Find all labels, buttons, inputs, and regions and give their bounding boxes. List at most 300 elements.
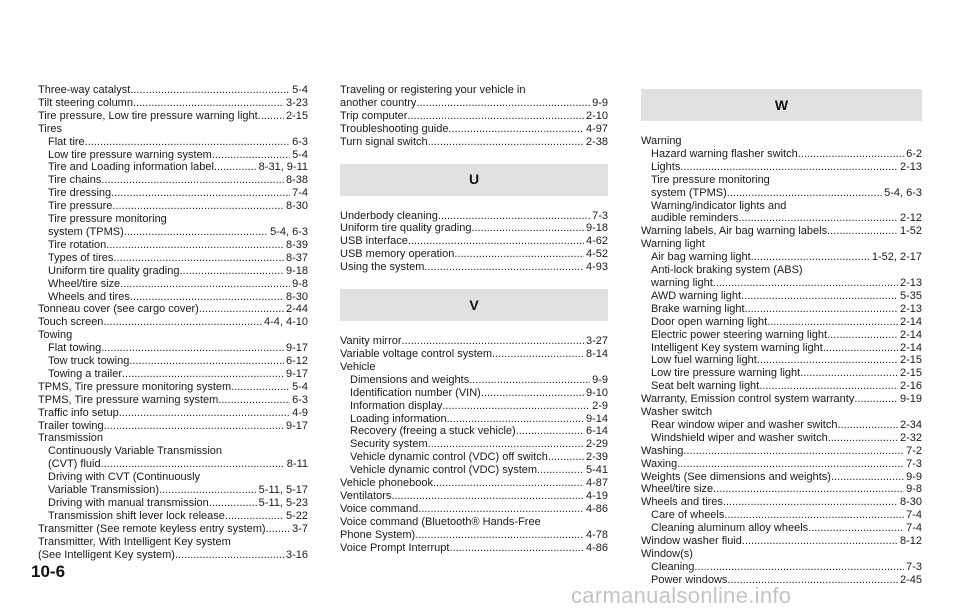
index-entry-page: 1-52, 2-17	[871, 251, 922, 264]
index-entry	[641, 290, 922, 303]
index-entry	[340, 348, 608, 361]
index-entry-label: Cleaning aluminum alloy wheels	[651, 522, 809, 535]
index-entry	[641, 458, 922, 471]
index-entry-page: 9-10	[585, 386, 608, 399]
index-entry-label: Voice command	[340, 502, 419, 515]
index-entry-page: 4-62	[585, 235, 608, 248]
index-entry	[38, 316, 308, 329]
index-entry-page: 5-11, 5-23	[258, 497, 308, 509]
index-entry-label: Cleaning	[651, 560, 695, 573]
index-entry	[340, 425, 608, 438]
index-entry-label: Wheels and tires	[48, 290, 130, 303]
index-entry-page: 2-45	[899, 573, 922, 586]
index-entry	[641, 316, 922, 329]
index-entry	[641, 419, 922, 432]
index-entry-label: Driving with CVT (Continuously	[48, 471, 201, 484]
index-entry	[340, 361, 608, 374]
index-entry-label: Low fuel warning light	[651, 354, 757, 367]
index-entry	[641, 225, 922, 238]
leader-dots	[492, 348, 584, 361]
index-entry-page: 2-16	[899, 380, 922, 393]
index-entry-label: Warning/indicator lights and	[651, 199, 787, 212]
index-entry	[38, 200, 308, 213]
index-entry	[38, 458, 308, 471]
leader-dots	[214, 161, 257, 174]
index-entry-label: Underbody cleaning	[340, 209, 438, 222]
index-entry-label: USB interface	[340, 235, 408, 248]
index-entry-page: 9-9	[592, 96, 608, 109]
index-entry-label: Brake warning light	[651, 302, 745, 315]
index-entry-label: Tire pressure, Low tire pressure warning light	[38, 109, 258, 122]
leader-dots	[218, 394, 290, 407]
index-entry	[340, 542, 608, 555]
leader-dots	[757, 354, 898, 367]
leader-dots	[113, 252, 284, 265]
leader-dots	[745, 303, 898, 316]
index-entry-label: (CVT) fluid	[48, 458, 101, 471]
index-entry-label: Wheel/tire size	[48, 277, 121, 290]
index-entry-label: Intelligent Key system warning light	[651, 341, 823, 354]
index-entry-label: Vehicle	[340, 360, 376, 373]
index-entry-page: 5-35	[899, 289, 922, 302]
leader-dots	[481, 387, 584, 400]
index-entry-label: Trip computer	[340, 109, 408, 122]
leader-dots	[831, 471, 904, 484]
index-entry-label: Voice command (Bluetooth® Hands-Free	[340, 515, 541, 528]
index-entry	[641, 561, 922, 574]
index-entry-page: 8-12	[899, 535, 922, 548]
index-entry-label: warning light	[651, 276, 713, 289]
index-entry	[38, 407, 308, 420]
index-entry-label: system (TPMS)	[48, 225, 124, 238]
index-entry-page: 8-39	[285, 238, 308, 251]
section-letter-v: V	[340, 289, 608, 321]
index-entry	[38, 497, 308, 510]
index-entry-label: Power windows	[651, 573, 728, 586]
index-entry-label: Warning labels, Air bag warning labels	[641, 225, 828, 238]
index-entry-page: 8-30	[285, 200, 308, 213]
index-entry-label: Information display	[350, 399, 443, 412]
index-entry	[641, 161, 922, 174]
index-entry	[340, 413, 608, 426]
index-entry-page: 4-9	[292, 406, 308, 419]
index-entry-label: Recovery (freeing a stuck vehicle)	[350, 425, 516, 438]
index-entry-page: 2-13	[899, 276, 922, 289]
leader-dots	[209, 497, 257, 510]
index-entry-label: Low tire pressure warning light	[651, 367, 801, 380]
index-entry-page: 4-86	[585, 502, 608, 515]
index-entry	[641, 200, 922, 213]
index-entry	[641, 432, 922, 445]
leader-dots	[124, 226, 268, 239]
index-entry-page: 2-13	[899, 302, 922, 315]
leader-dots	[827, 225, 898, 238]
leader-dots	[713, 483, 904, 496]
index-entry-page: 8-38	[285, 174, 308, 187]
index-entry-label: Dimensions and weights	[350, 373, 470, 386]
index-entry	[641, 277, 922, 290]
leader-dots	[800, 367, 898, 380]
index-entry-page: 2-34	[899, 418, 922, 431]
index-entry-label: Tire pressure	[48, 200, 113, 213]
index-entry-label: Continuously Variable Transmission	[48, 445, 223, 458]
index-entry-label: Wheel/tire size	[641, 483, 714, 496]
leader-dots	[854, 393, 898, 406]
index-entry	[38, 97, 308, 110]
index-entry-page: 5-4, 6-3	[270, 225, 308, 238]
leader-dots	[677, 458, 904, 471]
index-entry	[340, 210, 608, 223]
index-entry-label: Tilt steering column	[38, 96, 133, 109]
index-entry-page: 3-27	[585, 335, 608, 348]
index-entry-label: Vehicle phonebook	[340, 477, 433, 490]
index-entry-label: Rear window wiper and washer switch	[651, 418, 838, 431]
index-entry	[38, 174, 308, 187]
index-entry-label: Lights	[651, 160, 681, 173]
index-entry-page: 6-3	[292, 135, 308, 148]
index-entry-page: 2-44	[285, 303, 308, 316]
index-entry-label: audible reminders	[651, 212, 739, 225]
index-entry-page: 2-32	[899, 431, 922, 444]
index-entry	[641, 187, 922, 200]
index-entry	[38, 355, 308, 368]
index-entry-page: 8-31, 9-11	[258, 161, 308, 174]
leader-dots	[837, 419, 898, 432]
index-entry-page: 3-23	[285, 96, 308, 109]
index-entry-page: 4-93	[585, 261, 608, 274]
index-entry-page: 6-14	[585, 425, 608, 438]
leader-dots	[723, 496, 898, 509]
index-entry-label: Weights (See dimensions and weights)	[641, 470, 831, 483]
index-entry-page: 4-86	[585, 541, 608, 554]
index-entry	[340, 400, 608, 413]
index-entry-page: 3-16	[285, 548, 308, 561]
index-entry	[641, 251, 922, 264]
index-entry-label: Troubleshooting guide	[340, 122, 449, 135]
index-entry-page: 9-14	[585, 412, 608, 425]
index-entry-page: 8-30	[285, 290, 308, 303]
leader-dots	[742, 535, 898, 548]
index-entry-label: Hazard warning flasher switch	[651, 147, 798, 160]
index-entry-page: 2-13	[899, 160, 922, 173]
index-entry	[340, 516, 608, 529]
index-entry	[641, 471, 922, 484]
index-entry	[641, 406, 922, 419]
leader-dots	[101, 174, 284, 187]
index-entry-label: TPMS, Tire pressure warning system	[38, 393, 219, 406]
index-entry	[340, 335, 608, 348]
index-entry-label: Traveling or registering your vehicle in	[340, 84, 526, 96]
leader-dots	[433, 477, 584, 490]
leader-dots	[266, 523, 290, 536]
index-entry-label: Vanity mirror	[340, 335, 402, 348]
leader-dots	[680, 161, 898, 174]
index-entry-label: Driving with manual transmission	[48, 497, 209, 509]
leader-dots	[424, 261, 584, 274]
leader-dots	[101, 342, 284, 355]
index-entry-page: 9-9	[592, 373, 608, 386]
index-entry	[38, 110, 308, 123]
leader-dots	[85, 136, 290, 149]
index-entry	[38, 239, 308, 252]
index-entry	[38, 471, 308, 484]
index-entry	[641, 354, 922, 367]
index-entry	[641, 367, 922, 380]
index-entry-page: 8-37	[285, 251, 308, 264]
leader-dots	[767, 316, 898, 329]
leader-dots	[683, 445, 904, 458]
leader-dots	[129, 355, 284, 368]
index-entry	[38, 432, 308, 445]
index-entry-label: TPMS, Tire pressure monitoring system	[38, 380, 232, 393]
index-entry	[641, 342, 922, 355]
leader-dots	[418, 503, 584, 516]
index-entry-page: 4-52	[585, 248, 608, 261]
index-entry-page: 3-7	[292, 522, 308, 535]
index-entry-page: 7-2	[906, 444, 922, 457]
leader-dots	[106, 239, 284, 252]
index-entry-page: 2-10	[585, 109, 608, 122]
index-entry-label: Flat tire	[48, 135, 85, 148]
index-entry	[641, 303, 922, 316]
index-entry	[340, 97, 608, 110]
leader-dots	[516, 425, 584, 438]
index-entry-label: Uniform tire quality grading	[340, 222, 472, 235]
index-entry	[340, 261, 608, 274]
index-entry	[641, 535, 922, 548]
leader-dots	[823, 342, 898, 355]
index-entry-label: Electric power steering warning light	[651, 328, 828, 341]
index-entry	[38, 213, 308, 226]
leader-dots	[415, 529, 584, 542]
index-entry-page: 7-3	[906, 560, 922, 573]
index-entry-label: Window(s)	[641, 548, 693, 560]
index-entry	[641, 238, 922, 251]
index-entry	[38, 226, 308, 239]
index-entry-page: 8-11	[286, 458, 308, 471]
leader-dots	[231, 381, 290, 394]
index-entry-page: 6-3	[292, 393, 308, 406]
index-entry-page: 1-52	[899, 225, 922, 238]
index-entry	[38, 84, 308, 97]
index-entry	[38, 445, 308, 458]
index-entry	[38, 329, 308, 342]
index-entry-page: 5-4, 6-3	[884, 186, 922, 199]
index-entry-label: Warning	[641, 135, 682, 147]
leader-dots	[179, 265, 284, 278]
leader-dots	[258, 110, 284, 123]
index-entry-page: 9-17	[285, 342, 308, 355]
index-entry-label: Tonneau cover (see cargo cover)	[38, 303, 199, 316]
index-entry	[340, 503, 608, 516]
index-entry	[340, 248, 608, 261]
section-letter-u: U	[340, 164, 608, 196]
index-entry	[340, 374, 608, 387]
index-entry-label: Washer switch	[641, 406, 713, 419]
index-entry-label: Tire dressing	[48, 187, 112, 200]
index-entry-page: 4-97	[585, 122, 608, 135]
index-entry-label: Tire and Loading information label	[48, 161, 214, 174]
leader-dots	[724, 509, 904, 522]
index-entry-label: Tire pressure monitoring	[651, 173, 770, 186]
index-entry-label: Touch screen	[38, 316, 104, 329]
index-entry-page: 2-38	[585, 135, 608, 148]
leader-dots	[827, 329, 898, 342]
index-entry	[641, 548, 922, 561]
index-entry	[641, 148, 922, 161]
index-entry-label: Loading information	[350, 412, 447, 425]
index-entry-label: another country	[340, 96, 417, 109]
index-entry-label: Warranty, Emission control system warranty	[641, 393, 855, 406]
watermark: carmanualsonline.info	[571, 583, 792, 608]
index-entry	[641, 329, 922, 342]
index-entry-page: 2-9	[592, 399, 608, 412]
index-entry-label: Anti-lock braking system (ABS)	[651, 264, 803, 277]
index-entry-page: 9-18	[585, 222, 608, 235]
index-entry	[641, 212, 922, 225]
leader-dots	[548, 451, 584, 464]
index-entry-page: 2-15	[285, 109, 308, 122]
index-entry	[340, 387, 608, 400]
index-entry	[340, 477, 608, 490]
index-entry-label: USB memory operation	[340, 248, 455, 261]
leader-dots	[713, 277, 898, 290]
index-entry-label: Air bag warning light	[651, 251, 751, 264]
index-entry-page: 9-8	[906, 483, 922, 496]
index-entry-page: 9-17	[285, 419, 308, 432]
leader-dots	[119, 407, 290, 420]
leader-dots	[808, 522, 904, 535]
index-entry-label: Variable voltage control system	[340, 347, 493, 360]
index-entry	[38, 265, 308, 278]
index-entry-page: 2-14	[899, 315, 922, 328]
index-entry-label: Transmission	[38, 432, 103, 445]
index-entry	[641, 496, 922, 509]
leader-dots	[828, 432, 898, 445]
leader-dots	[130, 291, 284, 304]
index-entry	[340, 529, 608, 542]
index-entry-label: AWD warning light	[651, 289, 742, 302]
index-entry	[641, 380, 922, 393]
index-entry-page: 2-14	[899, 341, 922, 354]
index-entry-page: 2-39	[585, 451, 608, 464]
index-entry	[641, 135, 922, 148]
leader-dots	[133, 97, 284, 110]
index-entry-label: Wheels and tires	[641, 496, 723, 509]
index-entry-page: 5-4	[292, 380, 308, 393]
index-entry-page: 9-9	[906, 470, 922, 483]
leader-dots	[694, 561, 904, 574]
index-entry-page: 7-4	[292, 187, 308, 200]
index-entry-label: (See Intelligent Key system)	[38, 548, 175, 561]
index-entry-page: 5-4	[292, 84, 308, 96]
leader-dots	[798, 148, 904, 161]
leader-dots	[408, 235, 584, 248]
index-entry	[340, 136, 608, 149]
leader-dots	[225, 510, 284, 523]
index-entry	[38, 368, 308, 381]
index-entry	[340, 235, 608, 248]
index-entry-label: Towing a trailer	[48, 367, 122, 380]
index-entry	[641, 483, 922, 496]
leader-dots	[428, 438, 584, 451]
index-entry	[38, 342, 308, 355]
index-entry	[38, 510, 308, 523]
index-entry-label: Phone System)	[340, 528, 416, 541]
leader-dots	[449, 542, 584, 555]
index-entry-page: 5-41	[585, 464, 608, 477]
leader-dots	[438, 210, 590, 223]
index-entry-page: 4-4, 4-10	[263, 316, 308, 329]
index-entry	[340, 451, 608, 464]
index-entry	[38, 278, 308, 291]
leader-dots	[442, 400, 590, 413]
page-number: 10-6	[31, 562, 66, 581]
index-entry	[641, 445, 922, 458]
index-entry-page: 5-4	[292, 148, 308, 161]
index-entry-label: Voice Prompt Interrupt	[340, 541, 450, 554]
index-entry	[38, 303, 308, 316]
index-entry-label: Seat belt warning light	[651, 380, 760, 393]
index-entry	[38, 123, 308, 136]
leader-dots	[447, 413, 584, 426]
index-entry-page: 8-14	[585, 347, 608, 360]
leader-dots	[454, 248, 584, 261]
index-entry-label: Care of wheels	[651, 509, 725, 522]
leader-dots	[428, 136, 584, 149]
index-entry-label: Trailer towing	[38, 419, 104, 432]
section-letter-w: W	[641, 89, 922, 121]
leader-dots	[759, 380, 898, 393]
index-entry-page: 6-12	[285, 355, 308, 368]
index-entry-page: 7-3	[592, 209, 608, 222]
index-entry-page: 2-15	[899, 367, 922, 380]
index-entry-page: 2-15	[899, 354, 922, 367]
index-column-3	[641, 84, 922, 587]
index-entry-label: Towing	[38, 329, 73, 342]
index-entry	[38, 420, 308, 433]
index-entry	[38, 536, 308, 549]
index-entry-page: 4-19	[585, 489, 608, 502]
index-column-1	[38, 84, 308, 562]
index-entry-page: 9-19	[899, 393, 922, 406]
index-entry-label: Tow truck towing	[48, 355, 130, 368]
index-entry-label: Security system	[350, 438, 428, 451]
index-entry	[38, 381, 308, 394]
index-entry-page: 2-29	[585, 438, 608, 451]
index-entry	[641, 393, 922, 406]
leader-dots	[111, 187, 290, 200]
index-entry-label: Types of tires	[48, 251, 114, 264]
index-entry-page: 4-87	[585, 477, 608, 490]
leader-dots	[402, 335, 584, 348]
index-entry-label: Vehicle dynamic control (VDC) off switch	[350, 451, 548, 464]
leader-dots	[448, 123, 584, 136]
index-entry	[38, 291, 308, 304]
leader-dots	[471, 222, 584, 235]
leader-dots	[175, 549, 284, 562]
index-entry-page: 4-78	[585, 528, 608, 541]
index-entry-label: Low tire pressure warning system	[48, 148, 212, 161]
leader-dots	[738, 212, 898, 225]
index-entry	[38, 394, 308, 407]
index-column-2	[340, 84, 608, 554]
index-entry-label: Window washer fluid	[641, 535, 742, 548]
index-entry-label: Warning light	[641, 238, 705, 251]
index-entry-label: Tire pressure monitoring	[48, 213, 167, 226]
index-entry-page: 7-3	[906, 457, 922, 470]
index-entry	[38, 187, 308, 200]
